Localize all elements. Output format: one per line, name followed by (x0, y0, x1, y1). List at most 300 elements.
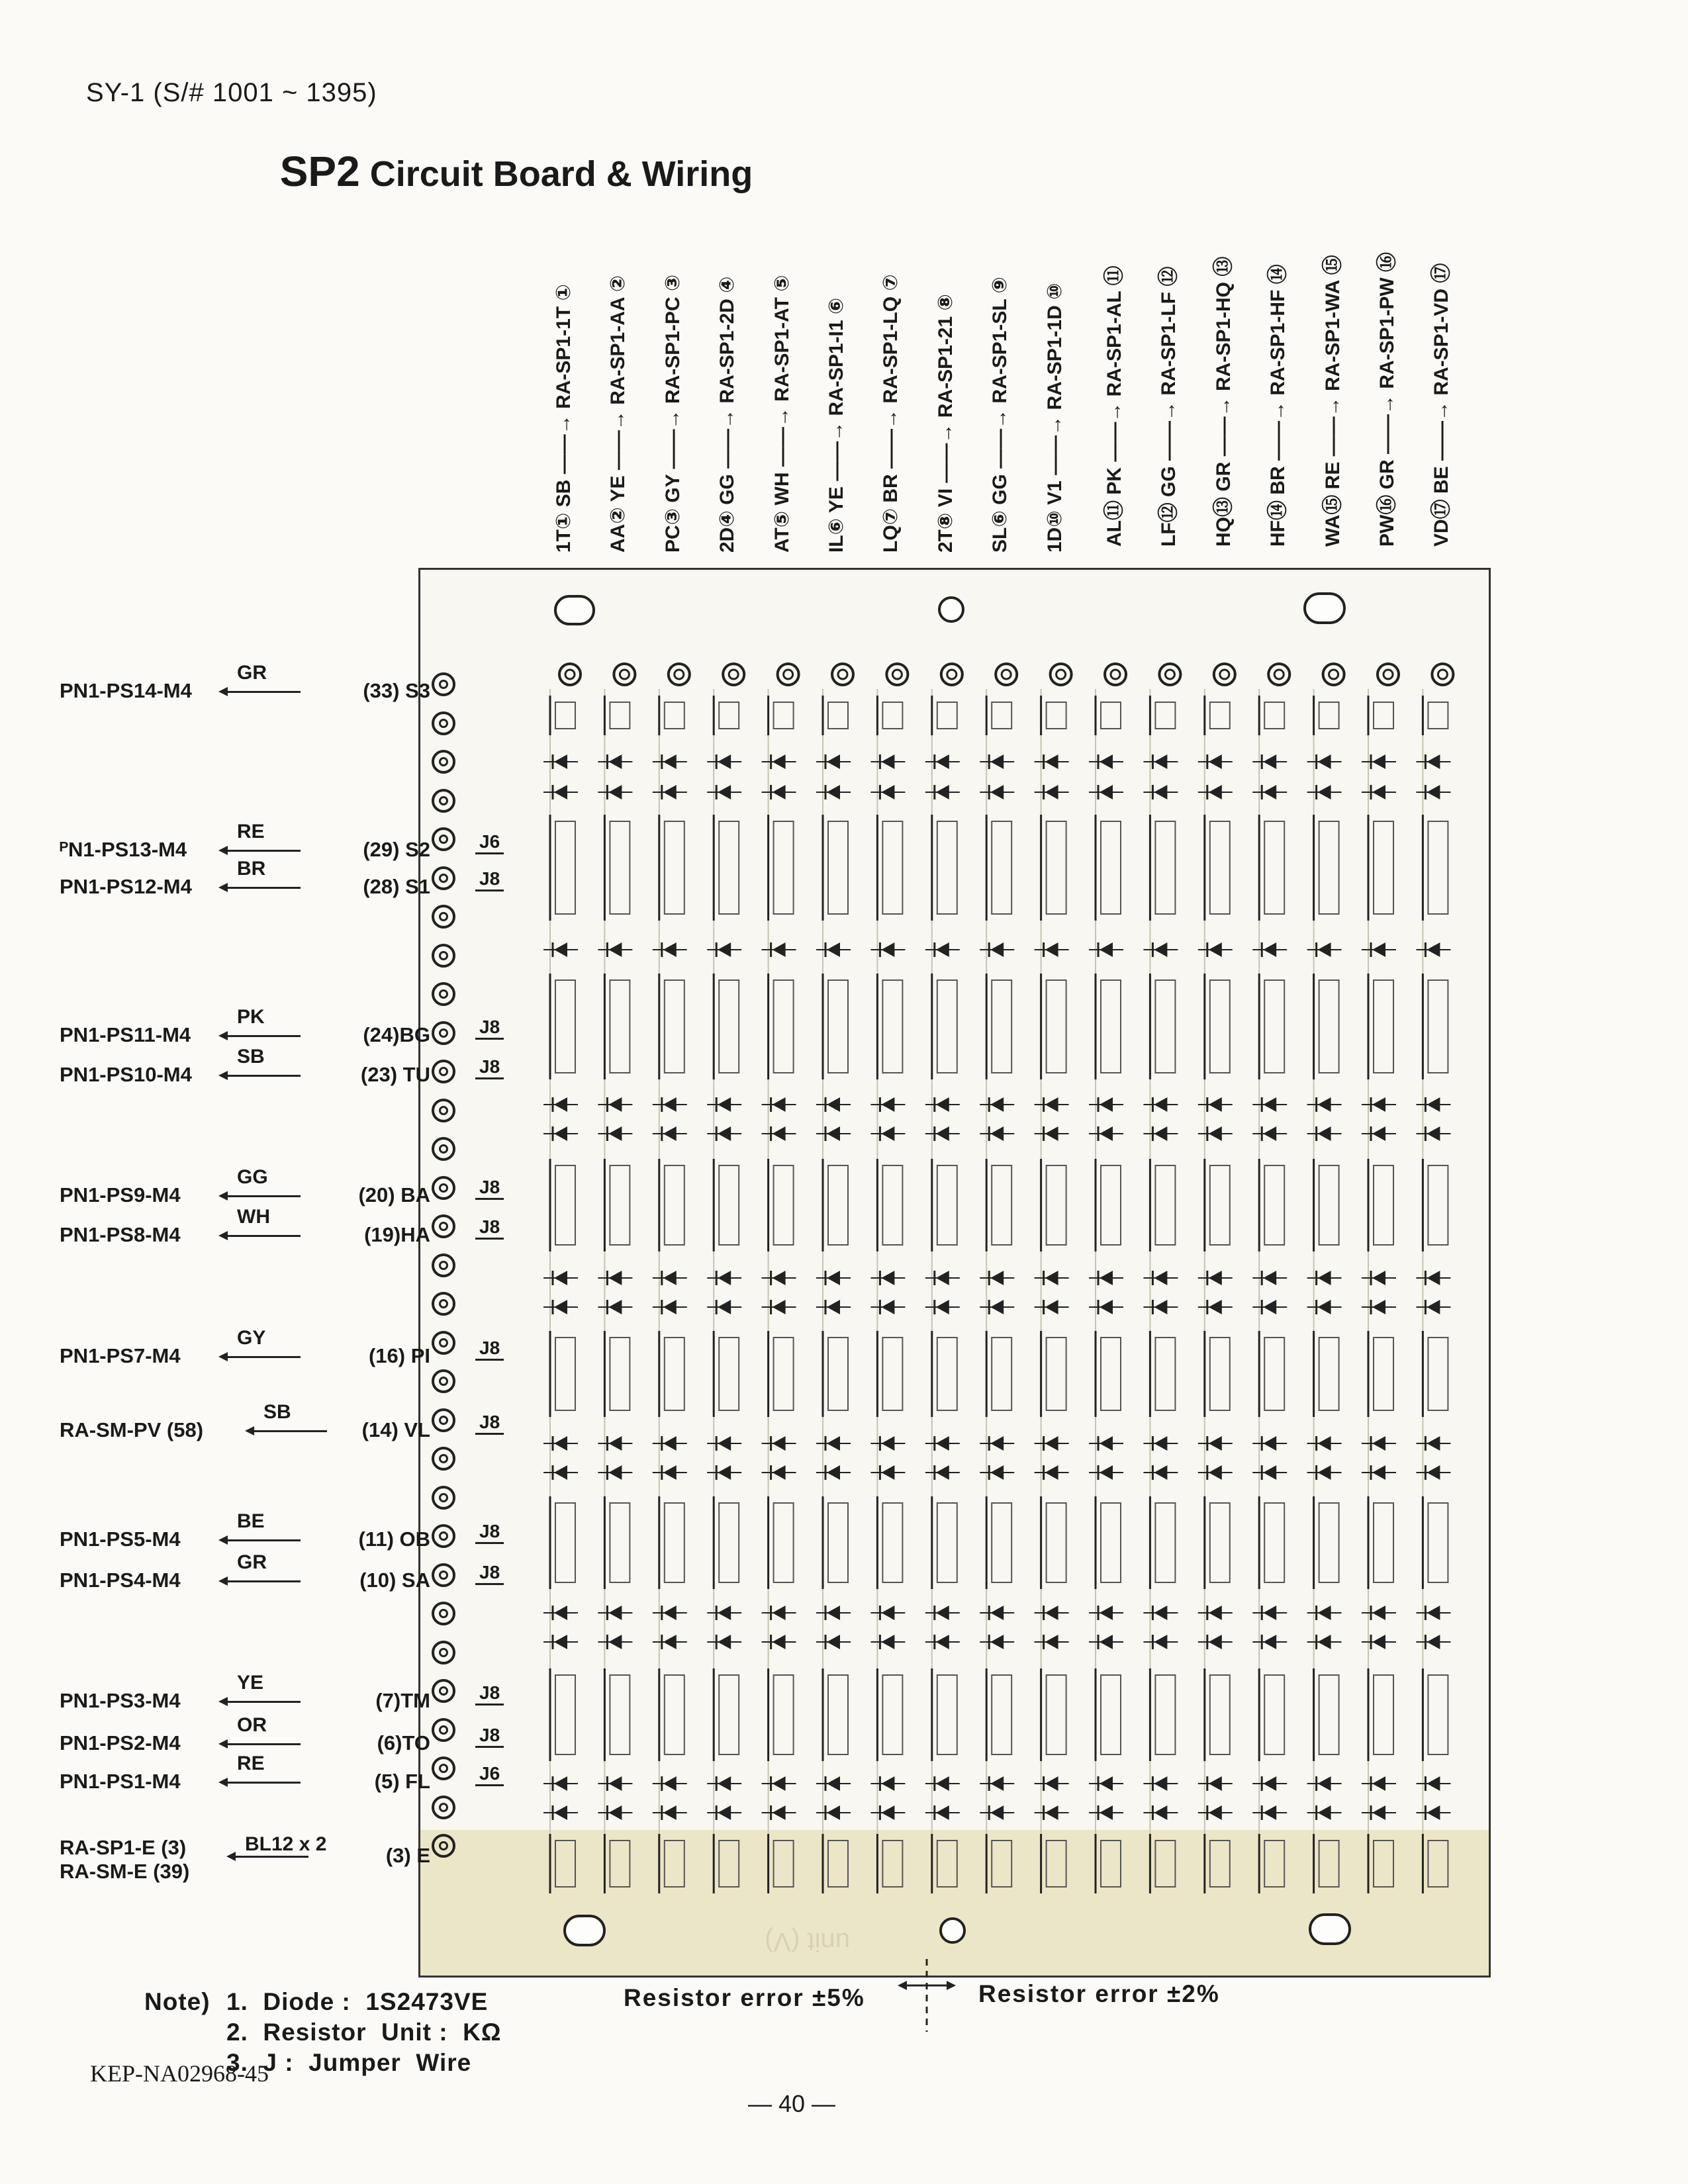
resistor-body (774, 1675, 794, 1754)
column-pad-inner (1002, 670, 1011, 679)
resistor-body (828, 702, 848, 729)
wire-dest: (20) BA (358, 1183, 430, 1206)
column-pad-inner (565, 670, 575, 679)
left-wire-11 (60, 1551, 430, 1598)
top-label-text: 2T⑧ VI ——→ RA-SP1-21 ⑧ (934, 294, 957, 553)
resistor-body (1319, 1841, 1339, 1887)
edge-pad (432, 750, 455, 774)
resistor-body (555, 1165, 575, 1245)
edge-pad (432, 1641, 455, 1664)
jumper-label: J8 (475, 1056, 504, 1079)
top-label-text: IL⑥ YE ——→ RA-SP1-I1 ⑥ (825, 297, 847, 553)
resistor-body (719, 1338, 739, 1410)
resistor-body (719, 821, 739, 914)
left-wire-7 (60, 1206, 430, 1252)
resistor-body (1264, 1165, 1284, 1245)
resistor-body (937, 1165, 957, 1245)
column-pad (1105, 664, 1126, 685)
resistor-body (774, 1165, 794, 1245)
edge-pad (432, 905, 455, 929)
wire-dest: (29) S2 (363, 838, 430, 861)
resistor-body (1374, 1165, 1393, 1245)
column-pad-inner (1438, 670, 1447, 679)
resistor-body (1101, 980, 1121, 1073)
wire-color: GR (237, 662, 267, 684)
resistor-body (1428, 1841, 1448, 1887)
resistor-body (992, 1675, 1011, 1754)
edge-pad (432, 1060, 455, 1083)
top-label-text: PC③ GY ——→ RA-SP1-PC ③ (661, 274, 684, 553)
resistor-body (719, 980, 739, 1073)
resistor-body (1210, 1338, 1230, 1410)
resistor-body (937, 702, 957, 729)
error-boundary-arrows (887, 1959, 966, 2038)
column-pad-inner (1056, 670, 1066, 679)
resistor-body (1155, 1165, 1175, 1245)
edge-pad (432, 1718, 455, 1742)
resistor-body (828, 1841, 848, 1887)
resistor-body (1047, 1165, 1066, 1245)
wire-color: OR (237, 1714, 267, 1736)
resistor-body (610, 1675, 630, 1754)
column-pad-inner (1274, 670, 1284, 679)
resistor-body (828, 1338, 848, 1410)
resistor-body (1264, 702, 1284, 729)
resistor-body (774, 821, 794, 914)
edge-pad (432, 1602, 455, 1625)
wire-source: PN1-PS14-M4 (60, 679, 192, 702)
jumper-label: J8 (475, 1216, 504, 1240)
resistor-body (992, 821, 1011, 914)
wire-arrow (221, 1580, 301, 1582)
resistor-body (1047, 1841, 1066, 1887)
resistor-body (828, 1675, 848, 1754)
wire-color: WH (237, 1206, 270, 1228)
column-pad-inner (1383, 670, 1393, 679)
resistor-body (719, 1841, 739, 1887)
wire-source: ᴾN1-PS13-M4 (60, 838, 187, 861)
wire-arrow (221, 1195, 301, 1197)
left-wire-14 (60, 1752, 430, 1799)
resistor-body (610, 702, 630, 729)
jumper-label: J8 (475, 1177, 504, 1200)
resistor-body (665, 1338, 684, 1410)
wire-source: PN1-PS10-M4 (60, 1063, 192, 1086)
wire-color: RE (237, 1752, 265, 1774)
resistor-body (1428, 1675, 1448, 1754)
resistor-body (1101, 1675, 1121, 1754)
wire-source: PN1-PS12-M4 (60, 875, 192, 898)
resistor-body (774, 1338, 794, 1410)
resistor-error-left: Resistor error ±5% (624, 1984, 865, 2011)
top-label-text: WA⑮ RE ——→ RA-SP1-WA ⑮ (1321, 255, 1344, 547)
top-label-text: 2D④ GG ——→ RA-SP1-2D ④ (716, 276, 739, 553)
edge-pad (432, 1834, 455, 1858)
wire-color: GG (237, 1166, 268, 1188)
resistor-body (774, 980, 794, 1073)
jumper-label: J8 (475, 1521, 504, 1544)
left-wire-12 (60, 1672, 430, 1718)
wire-color: GY (237, 1327, 266, 1349)
title-main: SP2 (279, 148, 360, 195)
column-pad-inner (620, 670, 629, 679)
resistor-body (1264, 1675, 1284, 1754)
resistor-body (1047, 821, 1066, 914)
document-code: KEP-NA02968-45 (90, 2060, 269, 2087)
resistor-body (555, 980, 575, 1073)
wire-arrow (221, 850, 301, 852)
resistor-body (1047, 1675, 1066, 1754)
resistor-body (1428, 1338, 1448, 1410)
resistor-body (882, 1338, 902, 1410)
top-label-text: 1D⑩ V1 ——→ RA-SP1-1D ⑩ (1043, 283, 1066, 553)
column-pad-inner (1111, 670, 1120, 679)
wire-source: RA-SP1-E (3) (60, 1836, 187, 1859)
edge-pad (432, 1292, 455, 1316)
wire-color: RE (237, 821, 265, 842)
edge-pad (432, 1486, 455, 1510)
resistor-body (882, 1841, 902, 1887)
wire-color: GR (237, 1551, 267, 1573)
model-header: SY-1 (S/# 1001 ~ 1395) (86, 78, 377, 107)
edge-pad (432, 1137, 455, 1161)
resistor-body (774, 1841, 794, 1887)
edge-pad (432, 672, 455, 696)
resistor-body (665, 821, 684, 914)
edge-pad (432, 1331, 455, 1355)
resistor-body (992, 1165, 1011, 1245)
resistor-body (719, 1165, 739, 1245)
edge-pad (432, 982, 455, 1006)
resistor-body (719, 702, 739, 729)
note-3: 3. J : Jumper Wire (226, 2049, 472, 2076)
left-wire-5 (60, 1046, 430, 1092)
resistor-body (1264, 1338, 1284, 1410)
resistor-body (665, 702, 684, 729)
resistor-body (1428, 1165, 1448, 1245)
resistor-body (1210, 1675, 1230, 1754)
resistor-body (1210, 1165, 1230, 1245)
top-label-text: SL⑥ GG ——→ RA-SP1-SL ⑨ (989, 277, 1011, 553)
edge-pad (432, 711, 455, 735)
resistor-body (1101, 821, 1121, 914)
wire-dest: (3) E (385, 1844, 430, 1867)
resistor-body (882, 1503, 902, 1582)
left-wire-1 (60, 662, 430, 708)
resistor-body (828, 980, 848, 1073)
edge-pad (432, 1369, 455, 1393)
note-1: 1. Diode : 1S2473VE (226, 1988, 489, 2015)
wire-dest: (7)TM (375, 1689, 430, 1712)
edge-pad (432, 1021, 455, 1045)
resistor-body (1101, 1503, 1121, 1582)
edge-pad (432, 944, 455, 968)
board-component-grid (420, 570, 1489, 1976)
wire-arrow (221, 1782, 301, 1784)
resistor-body (1155, 1338, 1175, 1410)
wire-source: PN1-PS9-M4 (60, 1183, 181, 1206)
resistor-body (1210, 980, 1230, 1073)
resistor-body (1210, 702, 1230, 729)
wire-source: PN1-PS7-M4 (60, 1344, 181, 1367)
wire-arrow (221, 887, 301, 889)
column-pad-inner (892, 670, 902, 679)
wire-dest: (14) VL (361, 1418, 430, 1441)
resistor-body (1047, 1338, 1066, 1410)
resistor-body (828, 1503, 848, 1582)
resistor-body (882, 821, 902, 914)
wire-dest: (24)BG (363, 1023, 430, 1046)
resistor-body (937, 1675, 957, 1754)
resistor-body (1319, 702, 1339, 729)
wire-color: BL12 x 2 (245, 1833, 327, 1855)
resistor-body (937, 1338, 957, 1410)
resistor-body (665, 980, 684, 1073)
resistor-body (1264, 821, 1284, 914)
wire-arrow (221, 1035, 301, 1037)
resistor-body (1155, 702, 1175, 729)
column-pad (1051, 664, 1072, 685)
column-pad (996, 664, 1017, 685)
board-watermark: unit (V) (765, 1927, 850, 1956)
resistor-body (882, 980, 902, 1073)
wire-arrow (221, 1701, 301, 1703)
jumper-label: J6 (475, 831, 504, 854)
edge-pad (432, 1524, 455, 1548)
wire-dest: (11) OB (358, 1527, 430, 1551)
notes-label: Note) (144, 1988, 211, 2015)
resistor-body (1374, 702, 1393, 729)
resistor-body (1101, 1841, 1121, 1887)
wire-dest: (6)TO (377, 1731, 430, 1754)
edge-pad (432, 1214, 455, 1238)
wire-color: SB (237, 1046, 265, 1068)
left-wire-10 (60, 1510, 430, 1557)
wire-color: BR (237, 858, 266, 880)
column-pad (1323, 664, 1344, 685)
resistor-body (610, 821, 630, 914)
resistor-body (774, 1503, 794, 1582)
resistor-body (1155, 1841, 1175, 1887)
column-pad (559, 664, 581, 685)
resistor-body (1210, 1503, 1230, 1582)
wire-source: PN1-PS4-M4 (60, 1569, 181, 1592)
wire-source: PN1-PS2-M4 (60, 1731, 181, 1754)
resistor-error-right: Resistor error ±2% (978, 1980, 1220, 2007)
wire-dest: (10) SA (359, 1569, 430, 1592)
resistor-body (1428, 702, 1448, 729)
wire-source: PN1-PS11-M4 (60, 1023, 191, 1046)
resistor-body (665, 1841, 684, 1887)
resistor-body (555, 821, 575, 914)
column-pad-inner (784, 670, 793, 679)
note-2: 2. Resistor Unit : KΩ (226, 2019, 502, 2046)
wire-arrow (221, 1743, 301, 1745)
column-pad (832, 664, 853, 685)
resistor-body (665, 1503, 684, 1582)
resistor-body (610, 1503, 630, 1582)
edge-pad (432, 827, 455, 851)
resistor-body (555, 1338, 575, 1410)
resistor-body (1155, 1675, 1175, 1754)
resistor-body (1101, 1165, 1121, 1245)
column-pad (1159, 664, 1180, 685)
resistor-body (1319, 821, 1339, 914)
column-pad-inner (1220, 670, 1229, 679)
wire-arrow (221, 1075, 301, 1077)
wire-arrow (248, 1430, 327, 1432)
top-label-text: LQ⑦ BR ——→ RA-SP1-LQ ⑦ (880, 274, 902, 553)
wire-arrow (221, 1235, 301, 1237)
jumper-label: J8 (475, 1412, 504, 1435)
resistor-body (1047, 702, 1066, 729)
resistor-body (1374, 1338, 1393, 1410)
column-pad-inner (838, 670, 847, 679)
edge-pad (432, 1176, 455, 1200)
resistor-body (1264, 1503, 1284, 1582)
resistor-body (555, 1841, 575, 1887)
wire-source: PN1-PS3-M4 (60, 1689, 181, 1712)
resistor-body (937, 980, 957, 1073)
resistor-body (555, 1503, 575, 1582)
wire-arrow (229, 1856, 308, 1858)
resistor-body (1374, 1503, 1393, 1582)
resistor-body (882, 1165, 902, 1245)
resistor-body (1319, 1503, 1339, 1582)
resistor-body (992, 980, 1011, 1073)
column-pad (886, 664, 908, 685)
page-title (0, 147, 1033, 196)
left-wire-8 (60, 1327, 430, 1373)
wire-arrow (221, 1356, 301, 1358)
resistor-body (1101, 702, 1121, 729)
column-pad (1214, 664, 1235, 685)
resistor-body (719, 1675, 739, 1754)
resistor-body (1047, 1503, 1066, 1582)
edge-pad (432, 1408, 455, 1432)
resistor-body (992, 1841, 1011, 1887)
top-label-text: AL⑪ PK ——→ RA-SP1-AL ⑪ (1103, 265, 1125, 547)
edge-pad (432, 789, 455, 813)
resistor-body (610, 1338, 630, 1410)
circuit-board (418, 568, 1491, 1978)
resistor-body (665, 1165, 684, 1245)
resistor-body (555, 1675, 575, 1754)
top-label-text: PW⑯ GR ——→ RA-SP1-PW ⑯ (1376, 251, 1398, 547)
resistor-body (610, 980, 630, 1073)
column-pad-inner (947, 670, 957, 679)
resistor-body (1428, 980, 1448, 1073)
resistor-body (1319, 1675, 1339, 1754)
wire-dest: (23) TU (360, 1063, 430, 1086)
resistor-body (1101, 1338, 1121, 1410)
left-wire-15 (60, 1827, 430, 1883)
wire-dest: (5) FL (374, 1770, 430, 1793)
jumper-label: J8 (475, 1682, 504, 1706)
edge-pad (432, 1756, 455, 1780)
column-pad-inner (1329, 670, 1338, 679)
resistor-body (882, 1675, 902, 1754)
wire-source: PN1-PS1-M4 (60, 1770, 181, 1793)
edge-pad (432, 1796, 455, 1819)
resistor-body (1374, 980, 1393, 1073)
resistor-body (1047, 980, 1066, 1073)
jumper-label: J6 (475, 1763, 504, 1786)
wire-dest: (33) S3 (363, 679, 430, 702)
resistor-body (774, 702, 794, 729)
resistor-body (1155, 980, 1175, 1073)
resistor-body (555, 702, 575, 729)
wire-color: SB (263, 1401, 291, 1423)
resistor-body (1374, 821, 1393, 914)
wire-source-2: RA-SM-E (39) (60, 1860, 190, 1883)
left-wire-9 (60, 1401, 430, 1447)
column-pad (723, 664, 744, 685)
top-label-text: AT⑤ WH ——→ RA-SP1-AT ⑤ (771, 275, 793, 553)
resistor-body (1374, 1841, 1393, 1887)
wire-dest: (16) PI (368, 1344, 430, 1367)
resistor-body (1428, 1503, 1448, 1582)
resistor-body (937, 1841, 957, 1887)
resistor-body (828, 1165, 848, 1245)
wire-color: PK (237, 1006, 265, 1028)
column-pad (778, 664, 799, 685)
top-label-text: HQ⑬ GR ——→ RA-SP1-HQ ⑬ (1212, 256, 1235, 547)
edge-pad (432, 1253, 455, 1277)
edge-pad (432, 1563, 455, 1587)
resistor-body (1155, 1503, 1175, 1582)
resistor-body (1264, 980, 1284, 1073)
top-label-text: LF⑫ GG ——→ RA-SP1-LF ⑫ (1158, 266, 1180, 547)
jumper-label: J8 (475, 1725, 504, 1748)
column-pad (941, 664, 962, 685)
column-pad (1432, 664, 1453, 685)
jumper-label: J8 (475, 1017, 504, 1040)
resistor-body (719, 1503, 739, 1582)
edge-pad (432, 866, 455, 890)
title-rest: Circuit Board & Wiring (369, 154, 753, 194)
wire-source: RA-SM-PV (58) (60, 1418, 204, 1441)
resistor-body (992, 1503, 1011, 1582)
edge-pad (432, 1099, 455, 1122)
column-pad (669, 664, 690, 685)
resistor-body (1374, 1675, 1393, 1754)
wire-dest: (28) S1 (363, 875, 430, 898)
resistor-body (665, 1675, 684, 1754)
page-number: — 40 — (748, 2090, 836, 2117)
column-pad (614, 664, 635, 685)
resistor-body (1210, 821, 1230, 914)
column-pad (1378, 664, 1399, 685)
column-pad-inner (1165, 670, 1174, 679)
resistor-body (1155, 821, 1175, 914)
wire-source: PN1-PS5-M4 (60, 1527, 181, 1551)
resistor-body (1428, 821, 1448, 914)
resistor-body (1319, 980, 1339, 1073)
edge-pad (432, 1447, 455, 1471)
resistor-body (992, 1338, 1011, 1410)
resistor-body (1210, 1841, 1230, 1887)
resistor-body (828, 821, 848, 914)
left-wire-3 (60, 858, 430, 904)
resistor-body (610, 1165, 630, 1245)
resistor-body (1319, 1338, 1339, 1410)
jumper-label: J8 (475, 868, 504, 891)
resistor-body (937, 1503, 957, 1582)
column-pad-inner (675, 670, 684, 679)
wire-dest: (19)HA (364, 1223, 430, 1246)
edge-pad (432, 1679, 455, 1703)
